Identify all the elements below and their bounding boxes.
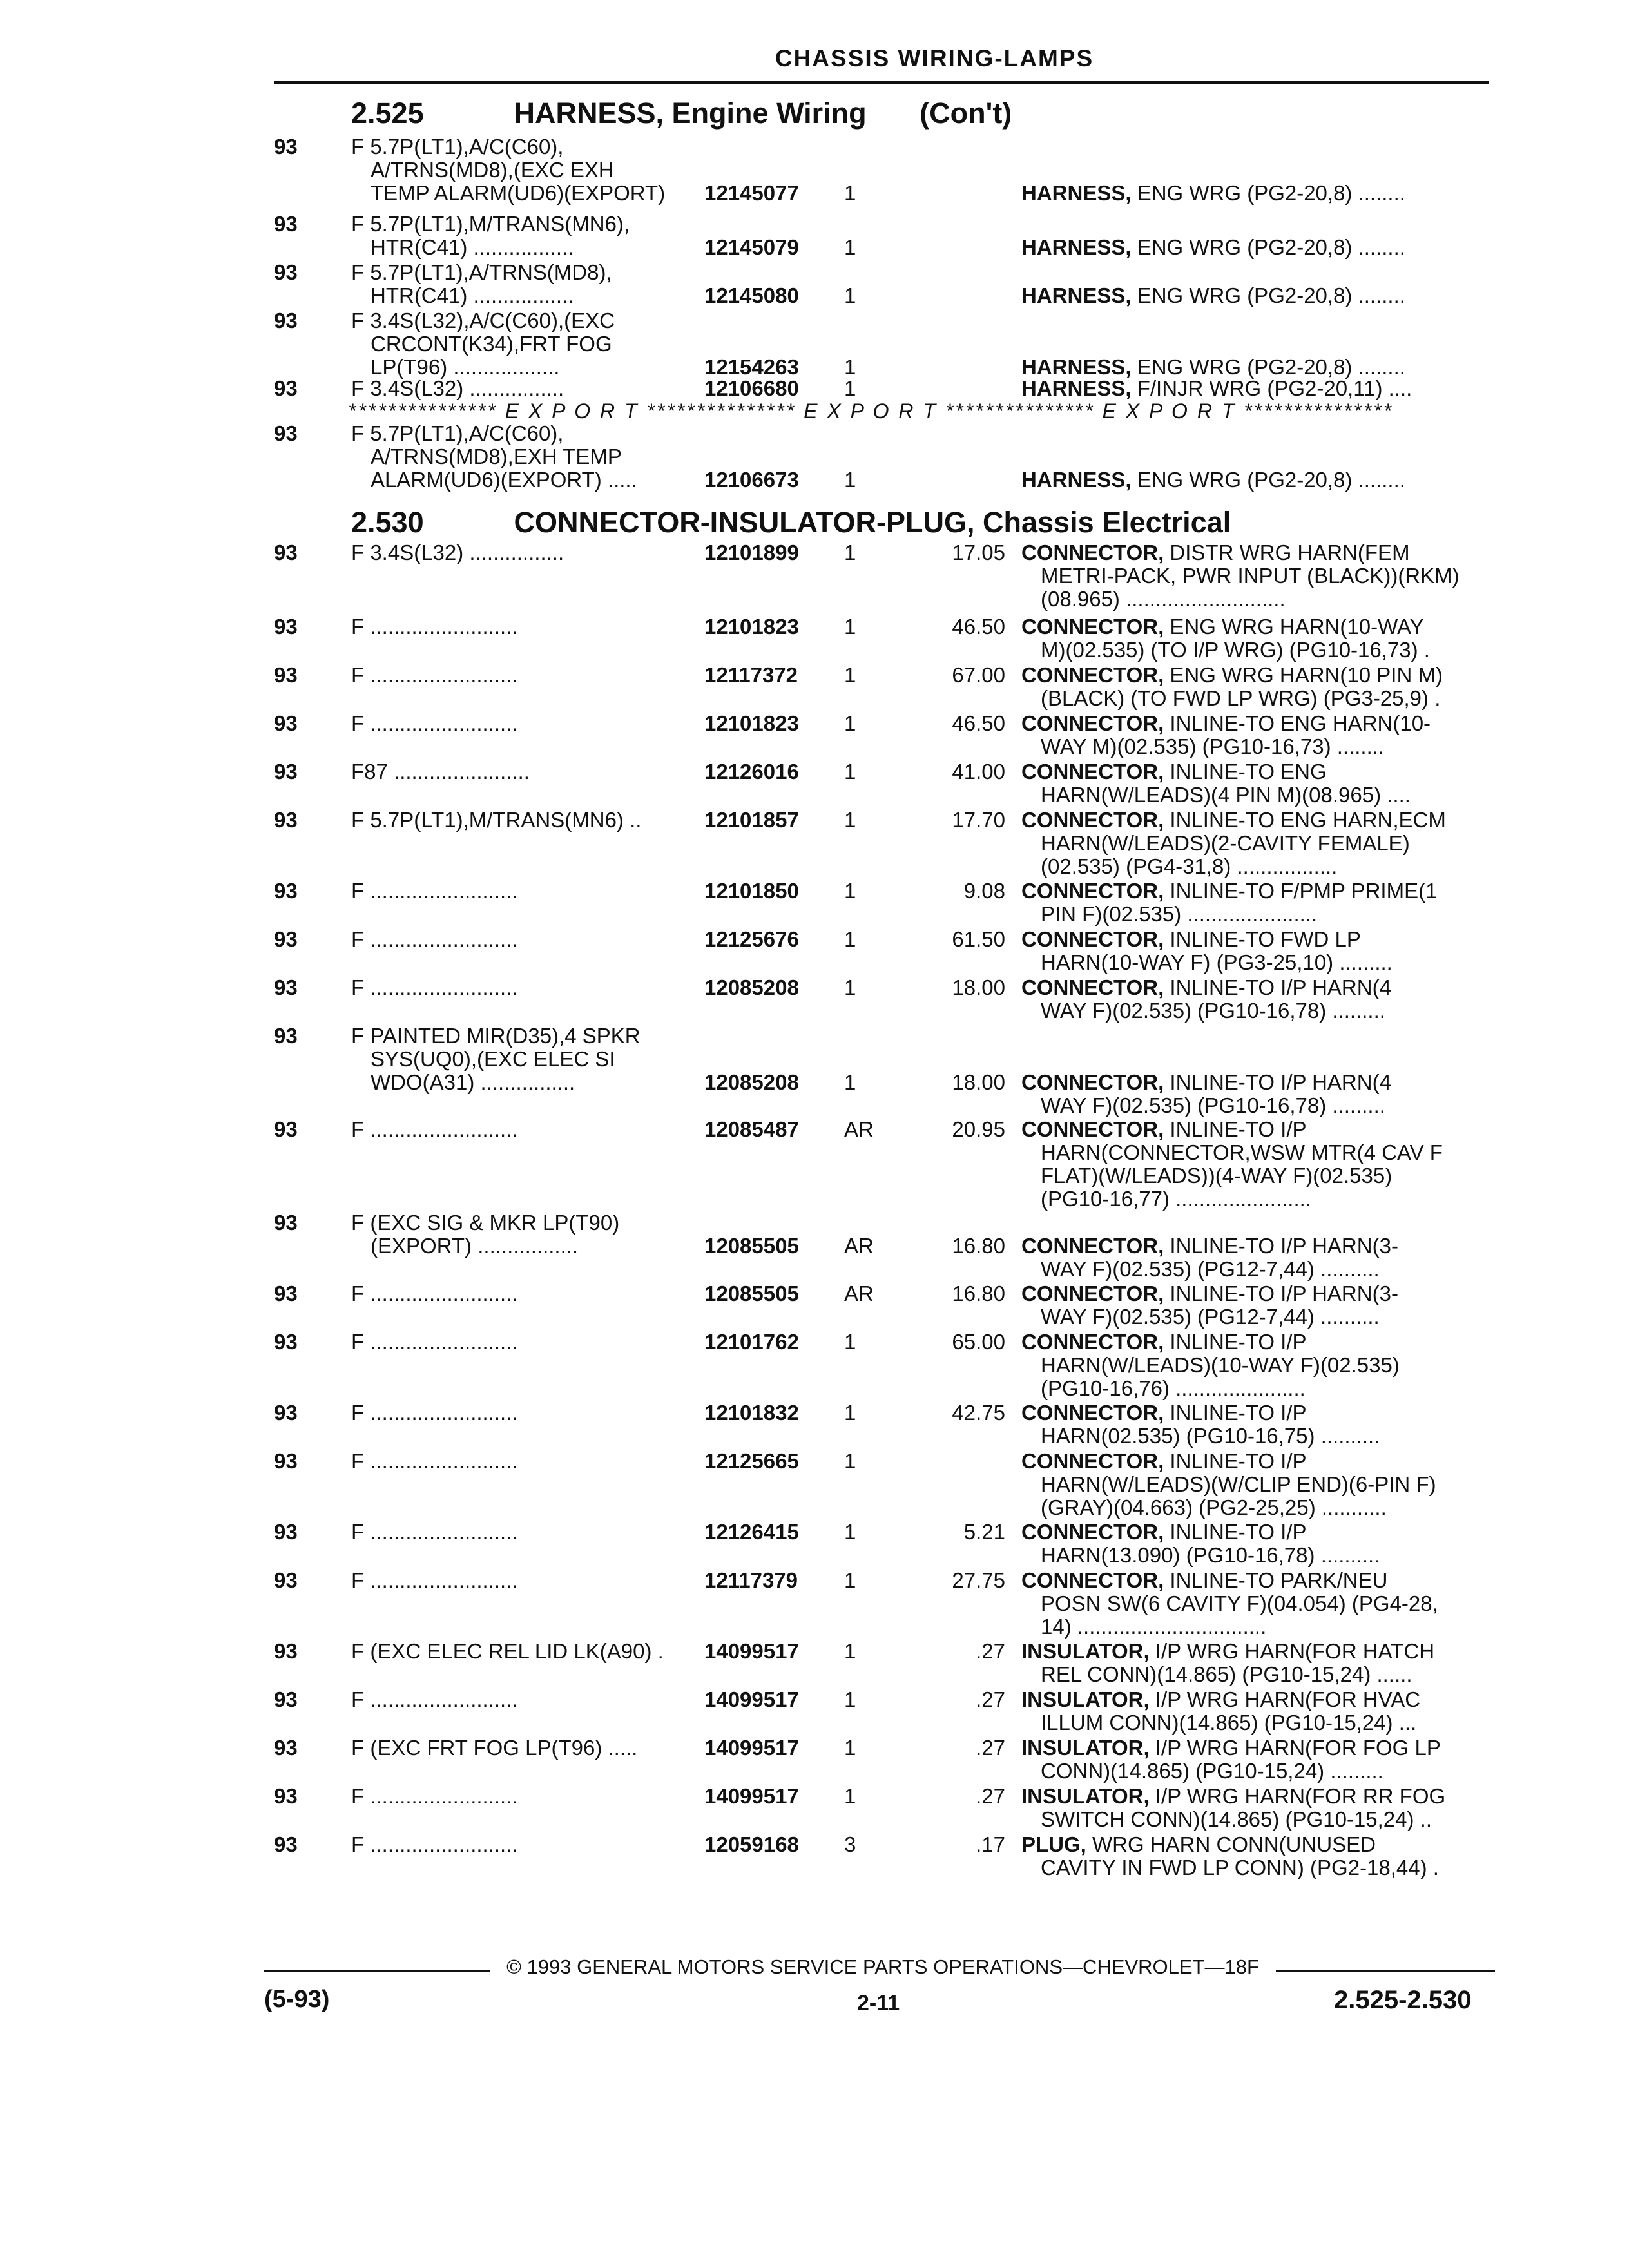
usage-line: F 5.7P(LT1),M/TRANS(MN6) .. — [351, 808, 642, 832]
footer-date: (5-93) — [264, 1986, 330, 2013]
part-number: 12154263 — [704, 355, 799, 379]
quantity: 1 — [844, 1784, 856, 1808]
quantity: 1 — [844, 1736, 856, 1760]
part-name-line: INSULATOR, I/P WRG HARN(FOR RR FOG — [1021, 1784, 1446, 1808]
price: 41.00 — [952, 760, 1005, 783]
usage-line: F ......................... — [351, 1282, 518, 1305]
usage-line: F ......................... — [351, 1568, 518, 1592]
part-number: 12101857 — [704, 808, 799, 832]
part-name-line: (PG10-16,76) ...................... — [1041, 1376, 1306, 1400]
usage-line: A/TRNS(MD8),(EXC EXH — [371, 158, 614, 182]
model-year: 93 — [274, 135, 298, 159]
part-name-line: (02.535) (PG4-31,8) ................. — [1041, 854, 1338, 878]
quantity: 1 — [844, 975, 856, 999]
part-name-line: WAY F)(02.535) (PG12-7,44) .......... — [1041, 1257, 1380, 1281]
part-name — [1021, 1833, 1485, 1879]
model-year: 93 — [274, 1832, 298, 1856]
usage-line: TEMP ALARM(UD6)(EXPORT) — [371, 181, 666, 205]
part-name — [1021, 1235, 1485, 1281]
price: 20.95 — [952, 1117, 1005, 1141]
part-name-line: (PG10-16,77) ....................... — [1041, 1187, 1311, 1211]
model-year: 93 — [274, 1449, 298, 1473]
usage-description — [351, 1833, 686, 1856]
part-name-line: POSN SW(6 CAVITY F)(04.054) (PG4-28, — [1041, 1591, 1438, 1615]
quantity: 1 — [844, 1520, 856, 1544]
part-name-line: INSULATOR, I/P WRG HARN(FOR HATCH — [1021, 1639, 1435, 1663]
section-heading-2525 — [351, 97, 1012, 130]
usage-line: F 5.7P(LT1),A/TRNS(MD8), — [351, 260, 612, 284]
part-number: 12145080 — [704, 284, 799, 307]
part-name-line: CONNECTOR, ENG WRG HARN(10 PIN M) — [1021, 663, 1443, 687]
part-number: 14099517 — [704, 1687, 799, 1711]
part-number: 12059168 — [704, 1832, 799, 1856]
usage-line: F (EXC SIG & MKR LP(T90) — [351, 1211, 620, 1235]
part-number: 12125676 — [704, 927, 799, 951]
part-name — [1021, 284, 1485, 307]
part-name-line: CONNECTOR, INLINE-TO ENG — [1021, 760, 1327, 783]
part-number: 12101823 — [704, 711, 799, 735]
section-heading-2530 — [351, 506, 1231, 539]
model-year: 93 — [274, 808, 298, 832]
part-name — [1021, 1688, 1485, 1735]
usage-description — [351, 1521, 686, 1544]
usage-line: F 5.7P(LT1),A/C(C60), — [351, 135, 564, 159]
price: 42.75 — [952, 1401, 1005, 1425]
part-number: 12101850 — [704, 879, 799, 903]
model-year: 93 — [274, 1639, 298, 1663]
price: 17.70 — [952, 808, 1005, 832]
part-name-line: HARNESS, ENG WRG (PG2-20,8) ........ — [1021, 181, 1405, 205]
export-banner: *************** E X P O R T *************** E X P O R T *************** E X P O R T *************** — [348, 399, 1394, 423]
part-number: 12085505 — [704, 1282, 799, 1305]
quantity: AR — [844, 1234, 874, 1258]
model-year: 93 — [274, 760, 298, 783]
part-name — [1021, 615, 1485, 662]
footer-section-range: 2.525-2.530 — [1334, 1986, 1472, 2014]
price: 67.00 — [952, 663, 1005, 687]
part-name — [1021, 1331, 1485, 1400]
quantity: 1 — [844, 1070, 856, 1094]
part-name-line: INSULATOR, I/P WRG HARN(FOR FOG LP — [1021, 1736, 1441, 1760]
usage-line: F (EXC FRT FOG LP(T96) ..... — [351, 1736, 638, 1760]
usage-description — [351, 664, 686, 687]
usage-line: LP(T96) .................. — [371, 355, 560, 379]
part-number: 12106673 — [704, 468, 799, 492]
section-number: 2.530 — [351, 506, 424, 539]
usage-description — [351, 1331, 686, 1354]
model-year: 93 — [274, 376, 298, 400]
model-year: 93 — [274, 1520, 298, 1544]
price: .27 — [976, 1736, 1005, 1760]
part-name — [1021, 377, 1485, 400]
model-year: 93 — [274, 421, 298, 445]
model-year: 93 — [274, 927, 298, 951]
usage-line: F87 ....................... — [351, 760, 530, 783]
part-name-line: (BLACK) (TO FWD LP WRG) (PG3-25,9) . — [1041, 686, 1441, 710]
part-name — [1021, 1118, 1485, 1211]
quantity: 1 — [844, 1687, 856, 1711]
usage-description — [351, 309, 686, 379]
part-name-line: HARNESS, ENG WRG (PG2-20,8) ........ — [1021, 284, 1405, 307]
quantity: 1 — [844, 355, 856, 379]
part-name-line: FLAT)(W/LEADS))(4-WAY F)(02.535) — [1041, 1164, 1393, 1187]
part-number: 12106680 — [704, 376, 799, 400]
part-number: 14099517 — [704, 1784, 799, 1808]
usage-description — [351, 1569, 686, 1592]
part-name-line: CONNECTOR, INLINE-TO I/P HARN(4 — [1021, 1070, 1391, 1094]
part-name — [1021, 809, 1485, 878]
usage-line: F ......................... — [351, 1330, 518, 1354]
usage-description — [351, 541, 686, 564]
usage-line: F ......................... — [351, 1784, 518, 1808]
part-name-line: HARN(02.535) (PG10-16,75) .......... — [1041, 1424, 1380, 1448]
quantity: AR — [844, 1282, 874, 1305]
model-year: 93 — [274, 1784, 298, 1808]
price: .27 — [976, 1784, 1005, 1808]
part-name — [1021, 928, 1485, 974]
part-name-line: INSULATOR, I/P WRG HARN(FOR HVAC — [1021, 1687, 1421, 1711]
model-year: 93 — [274, 1211, 298, 1235]
usage-description — [351, 1211, 686, 1258]
usage-line: F ......................... — [351, 1117, 518, 1141]
model-year: 93 — [274, 975, 298, 999]
part-name — [1021, 1401, 1485, 1448]
part-number: 12117379 — [704, 1568, 798, 1592]
part-name-line: HARN(W/LEADS)(W/CLIP END)(6-PIN F) — [1041, 1472, 1436, 1496]
price: 61.50 — [952, 927, 1005, 951]
part-name-line: (08.965) ........................... — [1041, 587, 1286, 611]
model-year: 93 — [274, 1117, 298, 1141]
footer-copyright: © 1993 GENERAL MOTORS SERVICE PARTS OPERATIONS—CHEVROLET—18F — [506, 1956, 1259, 1978]
part-name-line: CONNECTOR, INLINE-TO I/P — [1021, 1330, 1307, 1354]
part-name-line: HARN(W/LEADS)(10-WAY F)(02.535) — [1041, 1353, 1400, 1377]
part-name-line: 14) ................................ — [1041, 1615, 1267, 1639]
usage-line: F ......................... — [351, 1449, 518, 1473]
price: 5.21 — [963, 1520, 1005, 1544]
price: 16.80 — [952, 1282, 1005, 1305]
footer-rule-left — [264, 1970, 490, 1972]
part-name — [1021, 1282, 1485, 1329]
part-name-line: PLUG, WRG HARN CONN(UNUSED — [1021, 1832, 1376, 1856]
model-year: 93 — [274, 1330, 298, 1354]
part-number: 12125665 — [704, 1449, 799, 1473]
part-name-line: WAY F)(02.535) (PG10-16,78) ......... — [1041, 999, 1385, 1023]
usage-line: (EXPORT) ................. — [371, 1234, 579, 1258]
part-name — [1021, 1736, 1485, 1783]
part-number: 14099517 — [704, 1639, 799, 1663]
quantity: 1 — [844, 760, 856, 783]
usage-description — [351, 1640, 686, 1663]
usage-description — [351, 928, 686, 951]
part-name-line: HARN(10-WAY F) (PG3-25,10) ......... — [1041, 950, 1393, 974]
usage-line: F ......................... — [351, 975, 518, 999]
part-name — [1021, 664, 1485, 710]
usage-description — [351, 879, 686, 903]
part-name — [1021, 1450, 1485, 1519]
part-name-line: SWITCH CONN)(14.865) (PG10-15,24) .. — [1041, 1807, 1432, 1831]
model-year: 93 — [274, 663, 298, 687]
usage-line: F ......................... — [351, 1520, 518, 1544]
part-number: 12085208 — [704, 1070, 799, 1094]
part-name-line: CONNECTOR, INLINE-TO FWD LP — [1021, 927, 1361, 951]
part-name — [1021, 182, 1485, 205]
part-name — [1021, 1521, 1485, 1567]
usage-line: F ......................... — [351, 615, 518, 639]
model-year: 93 — [274, 260, 298, 284]
usage-description — [351, 135, 686, 205]
quantity: 1 — [844, 1449, 856, 1473]
part-name-line: CONNECTOR, DISTR WRG HARN(FEM — [1021, 541, 1410, 564]
part-number: 12101832 — [704, 1401, 799, 1425]
quantity: 1 — [844, 1401, 856, 1425]
usage-description — [351, 377, 686, 400]
part-number: 12085505 — [704, 1234, 799, 1258]
part-name-line: WAY M)(02.535) (PG10-16,73) ........ — [1041, 735, 1385, 758]
part-number: 12126016 — [704, 760, 799, 783]
part-name-line: CONNECTOR, INLINE-TO ENG HARN,ECM — [1021, 808, 1446, 832]
usage-description — [351, 1401, 686, 1425]
part-name — [1021, 976, 1485, 1023]
part-name-line: CONNECTOR, INLINE-TO I/P HARN(3- — [1021, 1234, 1398, 1258]
part-name-line: HARN(CONNECTOR,WSW MTR(4 CAV F — [1041, 1140, 1443, 1164]
part-name-line: CONNECTOR, INLINE-TO I/P — [1021, 1117, 1307, 1141]
part-name-line: WAY F)(02.535) (PG10-16,78) ......... — [1041, 1093, 1385, 1117]
part-name-line: CONN)(14.865) (PG10-15,24) ......... — [1041, 1759, 1383, 1783]
part-name-line: CONNECTOR, INLINE-TO I/P — [1021, 1401, 1307, 1425]
quantity: 1 — [844, 711, 856, 735]
usage-description — [351, 1688, 686, 1711]
usage-description — [351, 1450, 686, 1473]
part-name-line: CONNECTOR, INLINE-TO ENG HARN(10- — [1021, 711, 1431, 735]
model-year: 93 — [274, 879, 298, 903]
part-name — [1021, 236, 1485, 259]
price: 17.05 — [952, 541, 1005, 564]
quantity: 1 — [844, 808, 856, 832]
quantity: 1 — [844, 376, 856, 400]
quantity: 1 — [844, 284, 856, 307]
part-number: 12101762 — [704, 1330, 799, 1354]
part-number: 14099517 — [704, 1736, 799, 1760]
part-name-line: M)(02.535) (TO I/P WRG) (PG10-16,73) . — [1041, 638, 1430, 662]
part-name-line: WAY F)(02.535) (PG12-7,44) .......... — [1041, 1305, 1380, 1329]
part-name — [1021, 1071, 1485, 1117]
part-number: 12101899 — [704, 541, 799, 564]
model-year: 93 — [274, 1687, 298, 1711]
quantity: 1 — [844, 181, 856, 205]
section-title: CONNECTOR-INSULATOR-PLUG, Chassis Electrical — [514, 506, 1231, 539]
quantity: 1 — [844, 615, 856, 639]
usage-line: F PAINTED MIR(D35),4 SPKR — [351, 1024, 641, 1048]
part-name-line: CONNECTOR, INLINE-TO F/PMP PRIME(1 — [1021, 879, 1438, 903]
price: 18.00 — [952, 1070, 1005, 1094]
part-name-line: HARN(W/LEADS)(2-CAVITY FEMALE) — [1041, 831, 1410, 855]
part-name-line: CONNECTOR, ENG WRG HARN(10-WAY — [1021, 615, 1424, 639]
part-name-line: (GRAY)(04.663) (PG2-25,25) ........... — [1041, 1495, 1387, 1519]
usage-line: F 3.4S(L32),A/C(C60),(EXC — [351, 309, 615, 332]
usage-line: F ......................... — [351, 663, 518, 687]
part-name — [1021, 1785, 1485, 1831]
part-name-line: PIN F)(02.535) ...................... — [1041, 902, 1318, 926]
usage-description — [351, 1736, 686, 1760]
model-year: 93 — [274, 212, 298, 236]
quantity: 1 — [844, 879, 856, 903]
usage-line: F 5.7P(LT1),A/C(C60), — [351, 421, 564, 445]
part-number: 12101823 — [704, 615, 799, 639]
price: 18.00 — [952, 975, 1005, 999]
page-title: CHASSIS WIRING-LAMPS — [775, 45, 1094, 72]
section-title: HARNESS, Engine Wiring — [514, 97, 867, 130]
model-year: 93 — [274, 1736, 298, 1760]
model-year: 93 — [274, 1282, 298, 1305]
part-name — [1021, 712, 1485, 758]
quantity: 1 — [844, 235, 856, 259]
part-name-line: HARNESS, F/INJR WRG (PG2-20,11) .... — [1021, 376, 1412, 400]
usage-description — [351, 213, 686, 259]
part-name-line: HARNESS, ENG WRG (PG2-20,8) ........ — [1021, 235, 1405, 259]
model-year: 93 — [274, 615, 298, 639]
part-name — [1021, 468, 1485, 492]
usage-description — [351, 1785, 686, 1808]
quantity: 3 — [844, 1832, 856, 1856]
usage-line: F ......................... — [351, 1687, 518, 1711]
quantity: 1 — [844, 541, 856, 564]
part-name-line: CONNECTOR, INLINE-TO I/P HARN(4 — [1021, 975, 1391, 999]
part-name-line: CONNECTOR, INLINE-TO I/P HARN(3- — [1021, 1282, 1398, 1305]
part-number: 12085487 — [704, 1117, 799, 1141]
part-number: 12085208 — [704, 975, 799, 999]
price: .27 — [976, 1639, 1005, 1663]
usage-line: F ......................... — [351, 1832, 518, 1856]
usage-line: F ......................... — [351, 711, 518, 735]
part-name — [1021, 879, 1485, 926]
usage-line: F ......................... — [351, 927, 518, 951]
usage-line: F ......................... — [351, 879, 518, 903]
part-number: 12145077 — [704, 181, 799, 205]
part-name-line: HARNESS, ENG WRG (PG2-20,8) ........ — [1021, 355, 1405, 379]
part-name-line: CONNECTOR, INLINE-TO I/P — [1021, 1520, 1307, 1544]
part-name-line: HARN(13.090) (PG10-16,78) .......... — [1041, 1543, 1380, 1567]
part-number: 12126415 — [704, 1520, 799, 1544]
usage-line: SYS(UQ0),(EXC ELEC SI — [371, 1047, 615, 1071]
price: 65.00 — [952, 1330, 1005, 1354]
quantity: 1 — [844, 1639, 856, 1663]
part-name-line: ILLUM CONN)(14.865) (PG10-15,24) ... — [1041, 1711, 1417, 1735]
part-name — [1021, 541, 1485, 611]
footer-rule-right — [1276, 1970, 1495, 1972]
usage-description — [351, 809, 686, 832]
quantity: AR — [844, 1117, 874, 1141]
usage-description — [351, 615, 686, 639]
part-number: 12117372 — [704, 663, 798, 687]
price: 46.50 — [952, 711, 1005, 735]
part-name-line: CAVITY IN FWD LP CONN) (PG2-18,44) . — [1041, 1856, 1439, 1879]
usage-description — [351, 1024, 686, 1094]
usage-line: F 3.4S(L32) ................ — [351, 376, 564, 400]
usage-line: F (EXC ELEC REL LID LK(A90) . — [351, 1639, 664, 1663]
quantity: 1 — [844, 663, 856, 687]
part-name-line: HARN(W/LEADS)(4 PIN M)(08.965) .... — [1041, 783, 1411, 807]
usage-line: WDO(A31) ................ — [371, 1070, 575, 1094]
price: 27.75 — [952, 1568, 1005, 1592]
model-year: 93 — [274, 711, 298, 735]
section-cont: (Con't) — [920, 97, 1012, 130]
part-name-line: CONNECTOR, INLINE-TO I/P — [1021, 1449, 1307, 1473]
quantity: 1 — [844, 927, 856, 951]
quantity: 1 — [844, 1568, 856, 1592]
usage-line: F 5.7P(LT1),M/TRANS(MN6), — [351, 212, 630, 236]
part-name-line: REL CONN)(14.865) (PG10-15,24) ...... — [1041, 1662, 1412, 1686]
usage-line: HTR(C41) ................. — [371, 284, 574, 307]
part-name-line: HARNESS, ENG WRG (PG2-20,8) ........ — [1021, 468, 1405, 492]
price: 16.80 — [952, 1234, 1005, 1258]
model-year: 93 — [274, 309, 298, 332]
usage-description — [351, 1118, 686, 1141]
usage-line: A/TRNS(MD8),EXH TEMP — [371, 445, 622, 468]
model-year: 93 — [274, 1401, 298, 1425]
usage-description — [351, 712, 686, 735]
usage-description — [351, 976, 686, 999]
part-name — [1021, 1569, 1485, 1639]
usage-line: F ......................... — [351, 1401, 518, 1425]
usage-description — [351, 261, 686, 307]
model-year: 93 — [274, 1568, 298, 1592]
quantity: 1 — [844, 1330, 856, 1354]
usage-description — [351, 760, 686, 783]
model-year: 93 — [274, 541, 298, 564]
part-name-line: METRI-PACK, PWR INPUT (BLACK))(RKM) — [1041, 564, 1460, 588]
section-number: 2.525 — [351, 97, 424, 130]
usage-description — [351, 1282, 686, 1305]
header-rule — [274, 81, 1489, 84]
part-name — [1021, 760, 1485, 807]
usage-line: ALARM(UD6)(EXPORT) ..... — [371, 468, 637, 492]
usage-line: CRCONT(K34),FRT FOG — [371, 332, 612, 356]
usage-description — [351, 422, 686, 492]
model-year: 93 — [274, 1024, 298, 1048]
part-number: 12145079 — [704, 235, 799, 259]
price: .17 — [976, 1832, 1005, 1856]
footer-page-number: 2-11 — [857, 1991, 900, 2015]
price: 46.50 — [952, 615, 1005, 639]
usage-line: F 3.4S(L32) ................ — [351, 541, 564, 564]
price: 9.08 — [963, 879, 1005, 903]
part-name — [1021, 1640, 1485, 1686]
part-name — [1021, 356, 1485, 379]
quantity: 1 — [844, 468, 856, 492]
usage-line: HTR(C41) ................. — [371, 235, 574, 259]
price: .27 — [976, 1687, 1005, 1711]
part-name-line: CONNECTOR, INLINE-TO PARK/NEU — [1021, 1568, 1388, 1592]
